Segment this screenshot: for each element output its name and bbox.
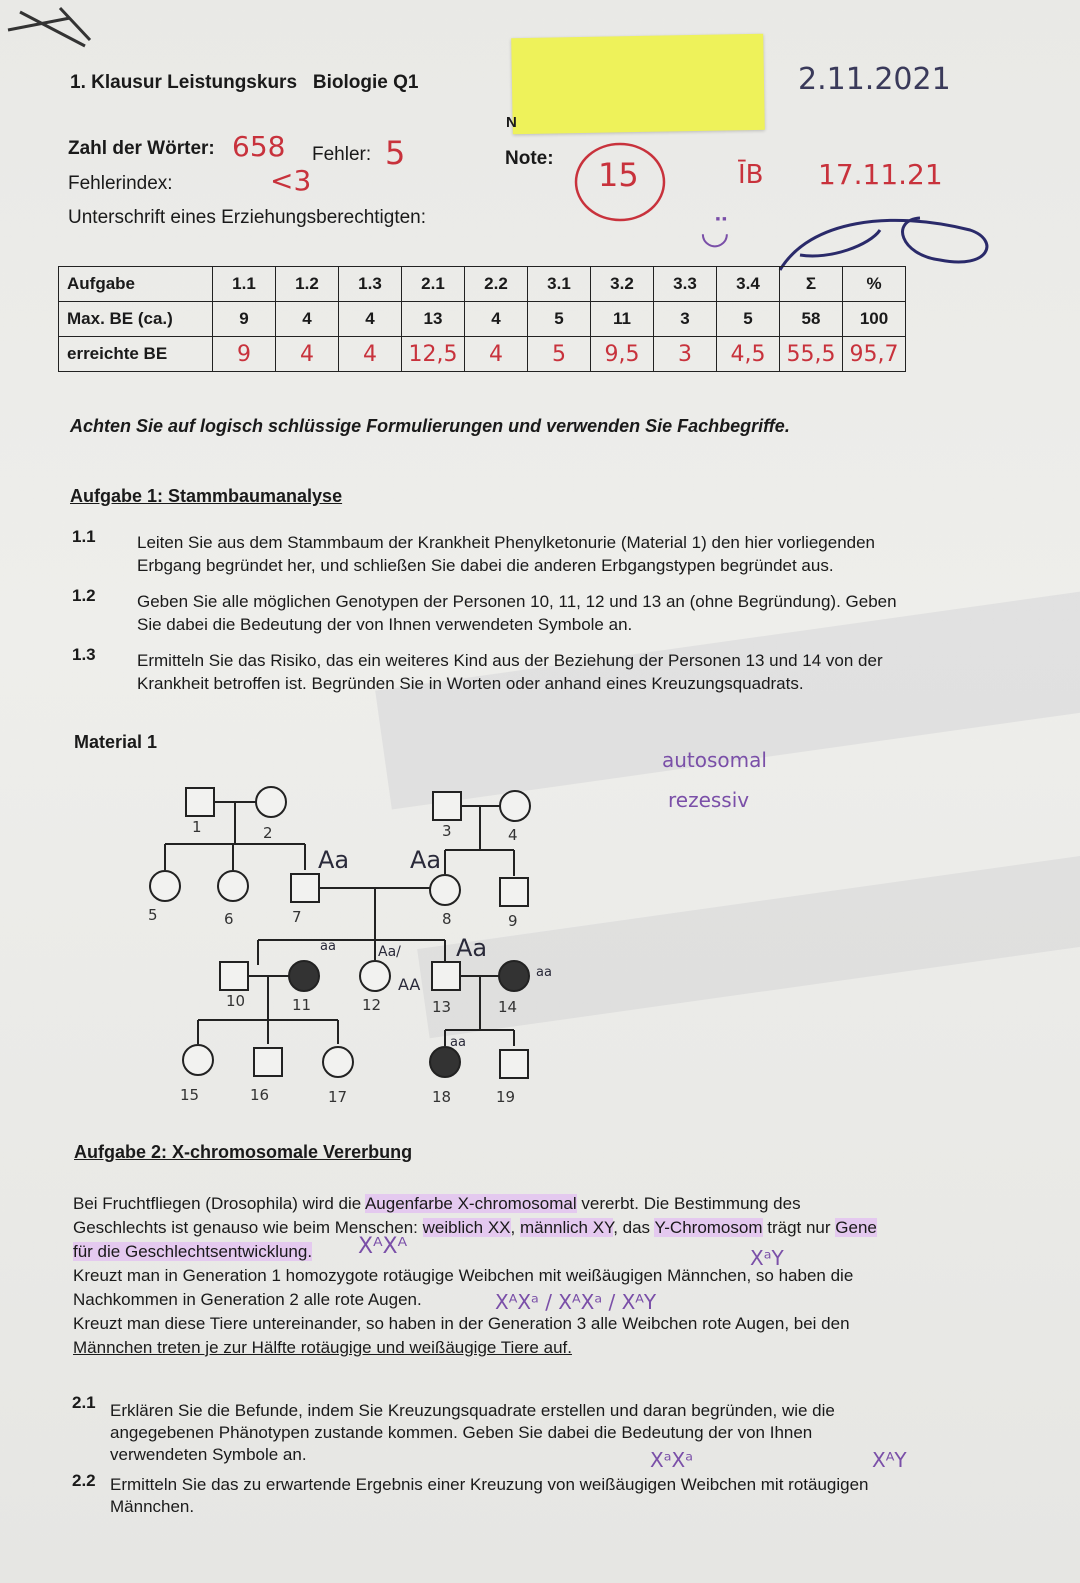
date-handwritten: 2.11.2021 (798, 62, 951, 97)
pedigree-chart (130, 780, 590, 1120)
person-9-male (500, 878, 528, 906)
task-cell: 2.2 (465, 267, 528, 302)
person-label: 11 (292, 996, 312, 1014)
max-cell: 3 (654, 302, 717, 337)
task-cell: 2.1 (402, 267, 465, 302)
achieved-cell: 4 (465, 337, 528, 372)
achieved-cell: 55,5 (780, 337, 843, 372)
person-15-female (183, 1045, 213, 1075)
genotype-note: aa (450, 1035, 466, 1050)
person-label: 16 (250, 1086, 270, 1104)
score-row-max (59, 302, 906, 337)
person-label: 13 (432, 998, 452, 1016)
achieved-cell: 4,5 (717, 337, 780, 372)
task-2-1-text (110, 1400, 835, 1466)
genotype-note: Aa (456, 934, 488, 962)
task-cell: 3.2 (591, 267, 654, 302)
task-cell: % (843, 267, 906, 302)
text-line: Ermitteln Sie das zu erwartende Ergebnis einer Kreuzung von weißäugigen Weibchen mit rotäugigen (110, 1475, 869, 1494)
text-line: Männchen treten je zur Hälfte rotäugige und weißäugige Tiere auf. (73, 1338, 572, 1357)
hw-genotype-male: XᵃY (750, 1246, 784, 1270)
grade-value: 15 (598, 156, 639, 194)
text-line: Erklären Sie die Befunde, indem Sie Kreuzungsquadrate erstellen und daran begründen, wie die (110, 1401, 835, 1420)
exam-header (70, 72, 418, 94)
hw-genotype-gen2: XᴬXᵃ / XᴬXᵃ / XᴬY (495, 1290, 657, 1314)
grade-note: ĪB (738, 160, 764, 190)
max-cell: 5 (717, 302, 780, 337)
person-19-male (500, 1050, 528, 1078)
text-line (73, 1216, 877, 1240)
person-8-female (430, 875, 460, 905)
max-cell: 4 (465, 302, 528, 337)
achieved-cell: 4 (339, 337, 402, 372)
text-span: , das (613, 1218, 655, 1237)
text-span: Bei Fruchtfliegen (Drosophila) wird die (73, 1194, 365, 1213)
person-label: 9 (508, 912, 518, 930)
task-cell: Σ (780, 267, 843, 302)
text-line: Kreuzt man diese Tiere untereinander, so haben in der Generation 3 alle Weibchen rote Augen, bei den (73, 1314, 850, 1333)
max-cell: 100 (843, 302, 906, 337)
task-cell: 1.2 (276, 267, 339, 302)
person-13-male (432, 962, 460, 990)
margin-note-rezessiv: rezessiv (668, 788, 750, 812)
task-number: 2.1 (72, 1393, 96, 1412)
task2-intro (73, 1192, 877, 1360)
error-index-value: <3 (270, 164, 312, 197)
text-line: Geben Sie alle möglichen Genotypen der Personen 10, 11, 12 und 13 an (ohne Begründung). Geben (137, 592, 897, 611)
score-table (58, 266, 906, 372)
task-cell: 3.3 (654, 267, 717, 302)
staple-mark (0, 0, 110, 60)
task-number: 1.2 (72, 586, 96, 605)
words-value: 658 (232, 130, 286, 163)
margin-note-autosomal: autosomal (662, 748, 767, 772)
genotype-note: Aa/ (378, 944, 401, 960)
signature-label: Unterschrift eines Erziehungsberechtigten: (68, 207, 427, 228)
highlight: männlich XY (519, 1218, 614, 1237)
task-number: 2.2 (72, 1471, 96, 1490)
person-label: 5 (148, 906, 158, 924)
text-line: angegebenen Phänotypen zustande kommen. Geben Sie dabei die Bedeutung der von Ihnen (110, 1423, 813, 1442)
person-label: 12 (362, 996, 382, 1014)
smiley: ◡̈ (700, 212, 730, 252)
text-span: , (510, 1218, 520, 1237)
task-number: 1.1 (72, 527, 96, 546)
text-line: Sie dabei die Bedeutung der von Ihnen verwendeten Symbole an. (137, 615, 633, 634)
score-row-tasks (59, 267, 906, 302)
person-4-female (500, 791, 530, 821)
person-label: 6 (224, 910, 234, 928)
error-index-label: Fehlerindex: (68, 173, 173, 194)
highlight: für die Geschlechtsentwicklung. (73, 1242, 313, 1261)
text-span: vererbt. Die Bestimmung des (576, 1194, 801, 1213)
name-label-fragment: N (506, 114, 517, 131)
person-3-male (433, 792, 461, 820)
person-16-male (254, 1048, 282, 1076)
person-5-female (150, 871, 180, 901)
row-label-max: Max. BE (ca.) (59, 302, 213, 337)
grade-label: Note: (505, 148, 554, 169)
exam-subject: Biologie Q1 (312, 72, 419, 93)
task-1-2-text (137, 590, 897, 636)
achieved-cell: 12,5 (402, 337, 465, 372)
text-line: Männchen. (110, 1497, 195, 1516)
achieved-cell: 9,5 (591, 337, 654, 372)
genotype-note: aa (536, 965, 552, 980)
genotype-note: AA (398, 975, 421, 994)
row-label-achieved: erreichte BE (59, 337, 213, 372)
task-cell: 3.1 (528, 267, 591, 302)
person-7-male (291, 874, 319, 902)
text-line: Leiten Sie aus dem Stammbaum der Krankheit Phenylketonurie (Material 1) den hier vorliegenden (137, 533, 876, 552)
person-18-female-affected (430, 1047, 460, 1077)
max-cell: 9 (213, 302, 276, 337)
task-1-3-text (137, 649, 883, 695)
text-span: trägt nur (762, 1218, 836, 1237)
achieved-cell: 4 (276, 337, 339, 372)
person-label: 2 (263, 824, 273, 842)
person-11-female-affected (289, 961, 319, 991)
person-label: 18 (432, 1088, 452, 1106)
task-cell: 3.4 (717, 267, 780, 302)
exam-title: 1. Klausur Leistungskurs (70, 72, 298, 93)
hw-genotype-white-female: XᵃXᵃ (650, 1448, 694, 1472)
text-line: Nachkommen in Generation 2 alle rote Augen. (73, 1290, 422, 1309)
person-label: 7 (292, 908, 302, 926)
genotype-note: Aa (318, 846, 350, 874)
person-1-male (186, 788, 214, 816)
task-1-1-text (137, 531, 875, 577)
highlight: Y-Chromosom (654, 1218, 763, 1237)
person-label: 3 (442, 822, 452, 840)
text-line: Erbgang begründet her, und schließen Sie dabei die anderen Erbgangstypen begründet aus. (137, 556, 834, 575)
task-2-2-text (110, 1474, 869, 1518)
material-label: Material 1 (74, 732, 158, 752)
text-line: Ermitteln Sie das Risiko, das ein weiteres Kind aus der Beziehung der Personen 13 und 14 von der (137, 651, 883, 670)
person-label: 1 (192, 818, 202, 836)
task1-heading: Aufgabe 1: Stammbaumanalyse (70, 486, 343, 506)
text-line: Kreuzt man in Generation 1 homozygote rotäugige Weibchen mit weißäugigen Männchen, so haben die (73, 1266, 854, 1285)
max-cell: 13 (402, 302, 465, 337)
hw-genotype-red-male: XᴬY (872, 1448, 907, 1472)
max-cell: 58 (780, 302, 843, 337)
task-cell: 1.3 (339, 267, 402, 302)
person-label: 14 (498, 998, 518, 1016)
errors-label: Fehler: (312, 144, 372, 165)
score-row-achieved (59, 337, 906, 372)
achieved-cell: 9 (213, 337, 276, 372)
person-label: 10 (226, 992, 246, 1010)
person-6-female (218, 871, 248, 901)
max-cell: 11 (591, 302, 654, 337)
achieved-cell: 95,7 (843, 337, 906, 372)
person-17-female (323, 1047, 353, 1077)
max-cell: 4 (339, 302, 402, 337)
highlight: Gene (835, 1218, 877, 1237)
person-label: 19 (496, 1088, 516, 1106)
text-line: verwendeten Symbole an. (110, 1445, 307, 1464)
person-12-female (360, 961, 390, 991)
highlight: Augenfarbe X-chromosomal (364, 1194, 577, 1213)
max-cell: 4 (276, 302, 339, 337)
task2-heading: Aufgabe 2: X-chromosomale Vererbung (74, 1142, 413, 1162)
max-cell: 5 (528, 302, 591, 337)
achieved-cell: 5 (528, 337, 591, 372)
highlight: weiblich XX (422, 1218, 511, 1237)
task-cell: 1.1 (213, 267, 276, 302)
person-14-female-affected (499, 961, 529, 991)
text-span: Geschlechts ist genauso wie beim Menschen: (73, 1218, 423, 1237)
instruction: Achten Sie auf logisch schlüssige Formulierungen und verwenden Sie Fachbegriffe. (70, 416, 790, 436)
person-2-female (256, 787, 286, 817)
name-sticky-note (511, 34, 765, 134)
text-line: Krankheit betroffen ist. Begründen Sie in Worten oder anhand eines Kreuzungsquadrats. (137, 674, 804, 693)
person-10-male (220, 962, 248, 990)
achieved-cell: 3 (654, 337, 717, 372)
person-label: 15 (180, 1086, 200, 1104)
hw-genotype-female: XᴬXᴬ (358, 1234, 408, 1259)
errors-value: 5 (385, 134, 406, 172)
words-label: Zahl der Wörter: (68, 138, 215, 159)
row-label-task: Aufgabe (59, 267, 213, 302)
person-label: 8 (442, 910, 452, 928)
genotype-note: Aa (410, 846, 442, 874)
genotype-note: aa (320, 939, 336, 954)
person-label: 4 (508, 826, 518, 844)
text-line (73, 1192, 877, 1216)
grade-date: 17.11.21 (818, 158, 943, 191)
task-number: 1.3 (72, 645, 96, 664)
person-label: 17 (328, 1088, 348, 1106)
